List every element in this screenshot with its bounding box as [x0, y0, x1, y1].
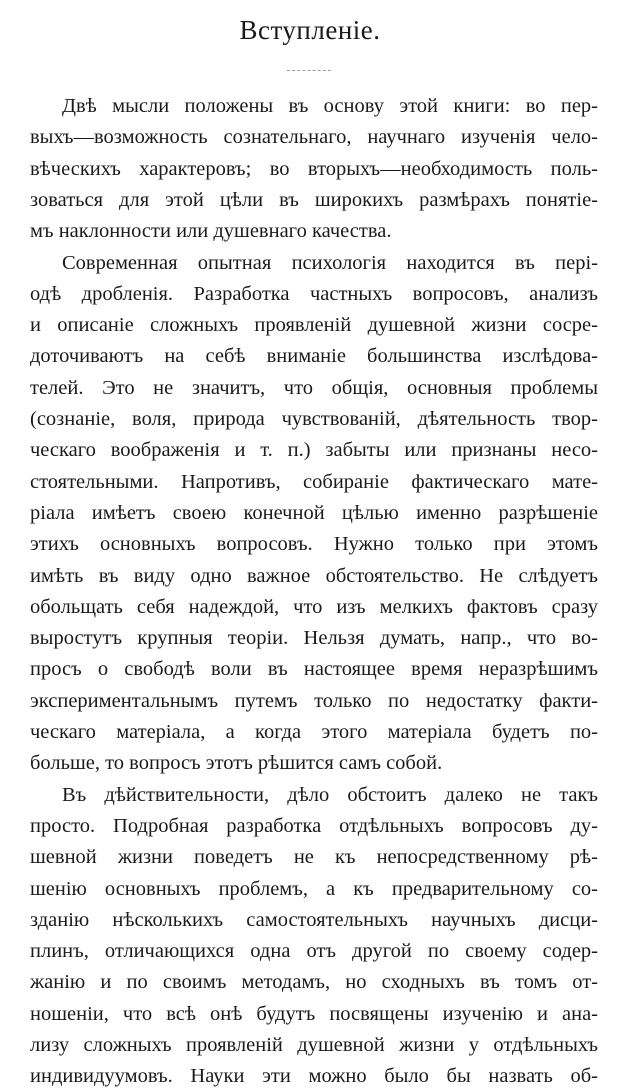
text-line: больше, то вопросъ этотъ рѣшится самъ собой.	[30, 752, 443, 775]
text-line: индивидуумовъ. Науки эти можно было бы назвать об-	[30, 1065, 598, 1088]
text-line: стоятельными. Напротивъ, собираніе фактическаго мате-	[30, 470, 598, 493]
text-line: шевной жизни поведетъ не къ непосредственному рѣ-	[30, 846, 598, 869]
text-line: Современная опытная психологія находится въ пері-	[62, 251, 598, 274]
text-line: экспериментальнымъ путемъ только по недостатку факти-	[30, 689, 598, 712]
text-line: обольщать себя надеждой, что изъ мелкихъ фактовъ сразу	[30, 595, 598, 618]
text-line: одѣ дробленія. Разработка частныхъ вопросовъ, анализъ	[30, 282, 598, 305]
text-line: мъ наклонности или душевнаго качества.	[30, 220, 392, 243]
text-line: просто. Подробная разработка отдѣльныхъ вопросовъ ду-	[30, 814, 598, 837]
text-line: ношеніи, что всѣ онѣ будутъ посвящены изученію и ана-	[30, 1002, 598, 1025]
text-line: ческаго матеріала, а когда этого матеріала будетъ по-	[30, 721, 598, 743]
text-line: выхъ—возможность сознательнаго, научнаго изученія чело-	[30, 126, 598, 149]
text-line: ріала имѣетъ своею конечной цѣлью именно разрѣшеніе	[30, 501, 598, 524]
text-line: жанію и по своимъ методамъ, но сходныхъ въ томъ от-	[30, 971, 598, 994]
text-line: лизу сложныхъ проявленій душевной жизни у отдѣльныхъ	[30, 1034, 598, 1056]
text-line: ческаго воображенія и т. п.) забыты или признаны несо-	[30, 439, 598, 462]
text-line: имѣть въ виду одно важное обстоятельство. Не слѣдуетъ	[30, 564, 598, 587]
text-line: телей. Это не значитъ, что общія, основныя проблемы	[30, 376, 598, 399]
text-line: выростутъ крупныя теоріи. Нельзя думать, напр., что во-	[30, 627, 598, 650]
ornamental-rule	[287, 70, 331, 71]
text-line: шенію основныхъ проблемъ, а къ предварительному со-	[30, 877, 598, 900]
text-line: и описаніе сложныхъ проявленій душевной жизни сосре-	[30, 314, 598, 337]
text-line: плинъ, отличающихся одна отъ другой по своему содер-	[30, 940, 598, 963]
text-line: просъ о свободѣ воли въ настоящее время неразрѣшимъ	[30, 658, 598, 681]
text-line: Въ дѣйствительности, дѣло обстоитъ далеко не такъ	[62, 783, 598, 806]
text-line: (сознаніе, воля, природа чувствованій, дѣятельность твор-	[30, 408, 598, 430]
text-line: доточиваютъ на себѣ вниманіе большинства изслѣдова-	[30, 345, 598, 368]
text-line: вѣческихъ характеровъ; во вторыхъ—необходимость поль-	[30, 157, 598, 180]
chapter-title: Вступленіе.	[239, 15, 381, 45]
text-line: зданію нѣсколькихъ самостоятельныхъ научныхъ дисци-	[30, 908, 598, 931]
text-line: этихъ основныхъ вопросовъ. Нужно только при этомъ	[30, 533, 598, 556]
text-line: зоваться для этой цѣли въ широкихъ размѣрахъ понятіе-	[30, 188, 598, 211]
text-line: Двѣ мысли положены въ основу этой книги: во пер-	[62, 95, 598, 117]
